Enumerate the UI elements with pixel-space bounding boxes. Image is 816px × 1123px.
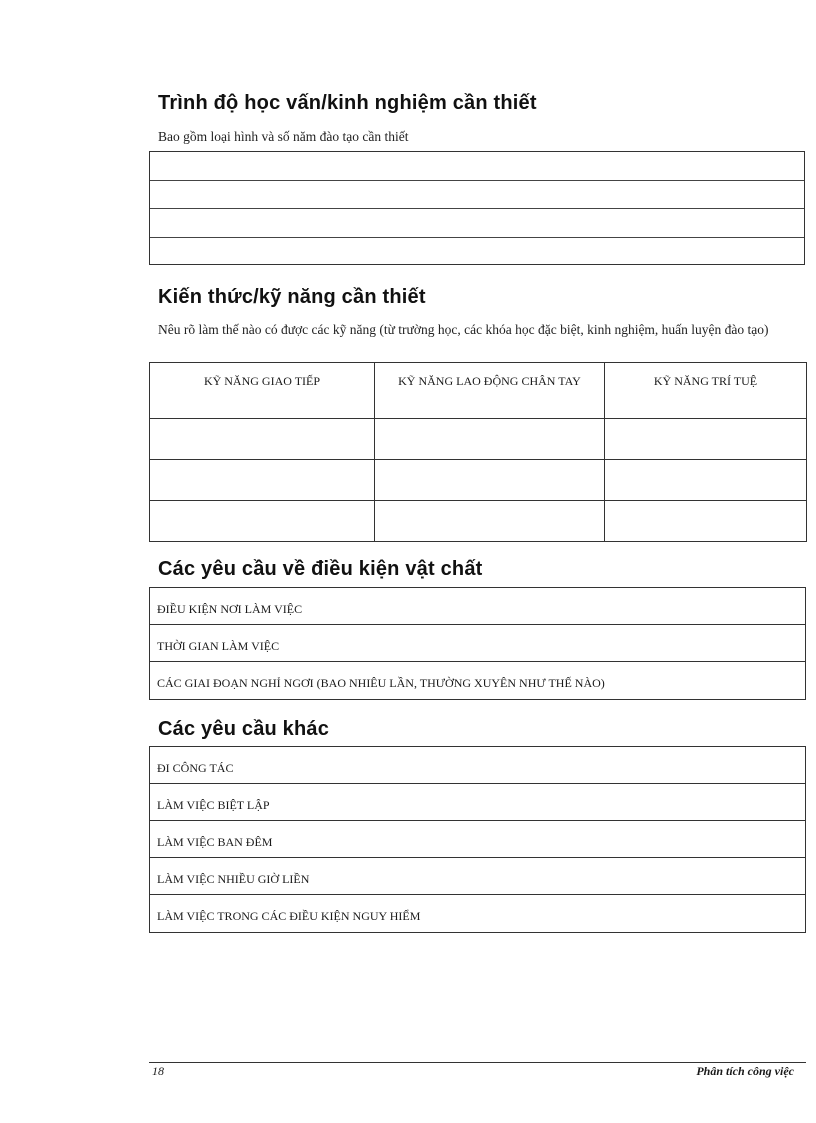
table-row — [150, 501, 807, 542]
list-item: ĐI CÔNG TÁC — [150, 747, 805, 784]
answer-line — [150, 208, 804, 209]
section-title-education: Trình độ học vấn/kinh nghiệm cần thiết — [158, 92, 537, 114]
footer-divider — [149, 1062, 806, 1063]
table-cell — [150, 501, 375, 542]
column-header-manual: KỸ NĂNG LAO ĐỘNG CHÂN TAY — [375, 363, 605, 419]
physical-conditions-box — [149, 587, 806, 700]
list-item: LÀM VIỆC TRONG CÁC ĐIỀU KIỆN NGUY HIỂM — [157, 909, 421, 923]
table-cell — [375, 419, 605, 460]
section-subtitle-skills: Nêu rõ làm thế nào có được các kỹ năng (từ trường học, các khóa học đặc biệt, kinh nghiệm, huấn luyện đào tạo) — [158, 322, 769, 337]
table-cell — [605, 419, 807, 460]
page-number: 18 — [152, 1064, 164, 1078]
list-item: LÀM VIỆC NHIỀU GIỜ LIỀN — [150, 858, 805, 895]
list-item: LÀM VIỆC BAN ĐÊM — [150, 821, 805, 858]
column-header-intellectual: KỸ NĂNG TRÍ TUỆ — [605, 363, 807, 419]
answer-line — [150, 237, 804, 238]
table-cell — [605, 460, 807, 501]
list-item: ĐIỀU KIỆN NƠI LÀM VIỆC — [150, 588, 805, 625]
table-row — [150, 419, 807, 460]
list-item: CÁC GIAI ĐOẠN NGHỈ NGƠI (BAO NHIÊU LẦN, THƯỜNG XUYÊN NHƯ THẾ NÀO) — [157, 676, 605, 690]
footer-book-title: Phân tích công việc — [696, 1064, 794, 1078]
other-requirements-box — [149, 746, 806, 933]
section-title-other-requirements: Các yêu cầu khác — [158, 718, 330, 740]
list-item: LÀM VIỆC BIỆT LẬP — [150, 784, 805, 821]
table-cell — [375, 501, 605, 542]
column-header-communication: KỸ NĂNG GIAO TIẾP — [150, 363, 375, 419]
section-subtitle-education: Bao gồm loại hình và số năm đào tạo cần thiết — [158, 129, 409, 144]
table-row — [150, 460, 807, 501]
section-title-physical-conditions: Các yêu cầu về điều kiện vật chất — [158, 558, 483, 580]
section-title-skills: Kiến thức/kỹ năng cần thiết — [158, 286, 426, 308]
answer-line — [150, 180, 804, 181]
skills-header-row — [150, 363, 807, 419]
table-cell — [150, 460, 375, 501]
table-cell — [375, 460, 605, 501]
table-cell — [605, 501, 807, 542]
table-cell — [150, 419, 375, 460]
skills-table — [149, 362, 807, 542]
list-item: THỜI GIAN LÀM VIỆC — [150, 625, 805, 662]
education-answer-box — [149, 151, 805, 265]
